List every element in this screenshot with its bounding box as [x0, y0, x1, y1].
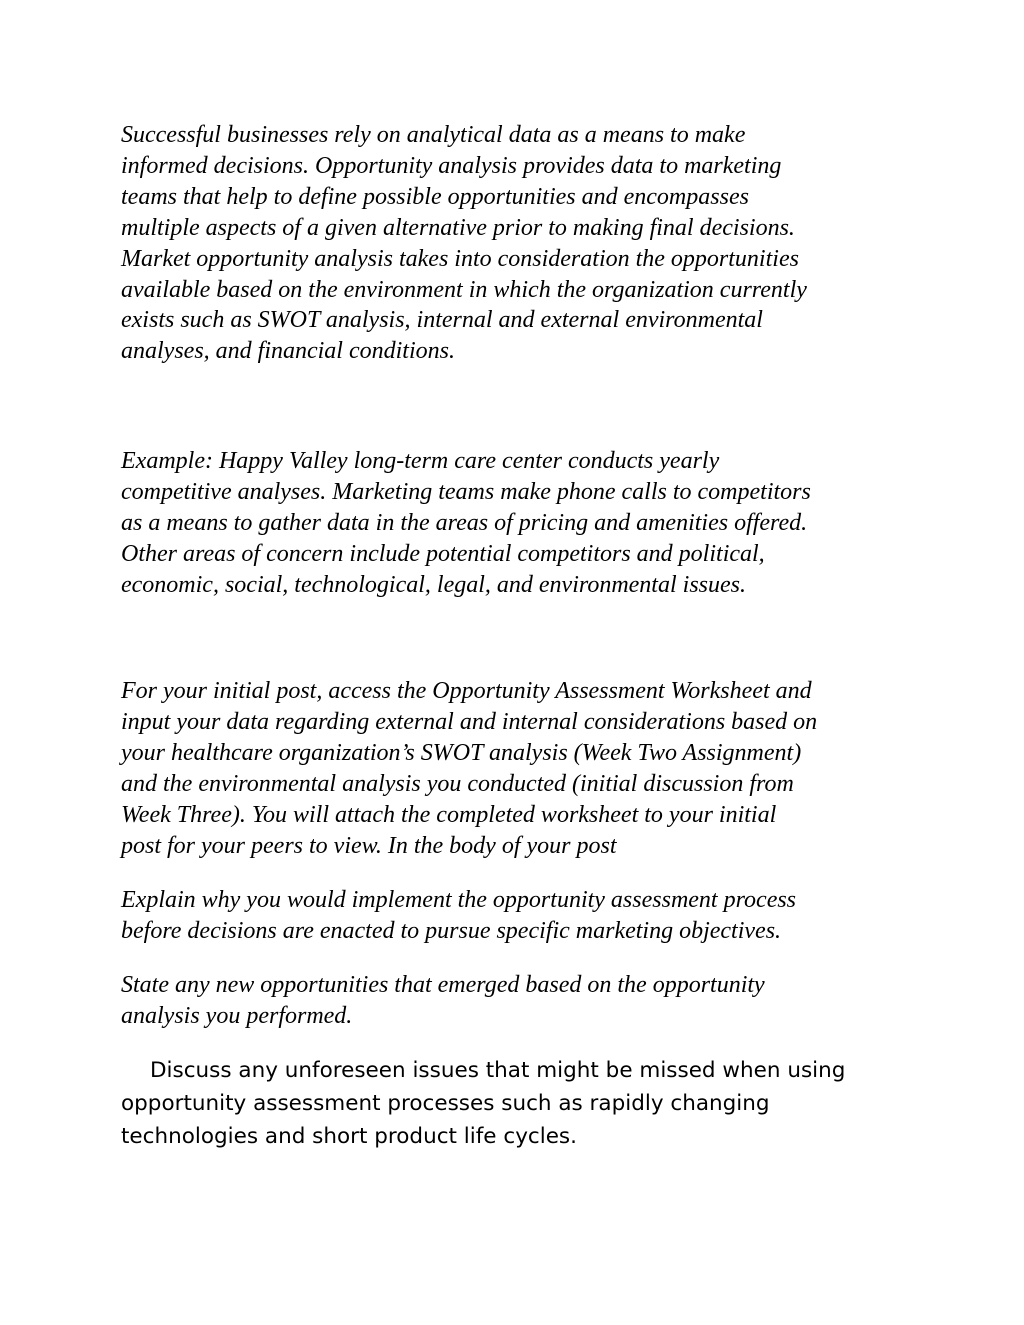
- explain-paragraph: [121, 885, 921, 947]
- text-line: opportunity assessment processes such as rapidly changing: [121, 1091, 770, 1116]
- text-line: before decisions are enacted to pursue specific marketing objectives.: [121, 917, 782, 944]
- text-line: Week Three). You will attach the completed worksheet to your initial: [121, 801, 777, 828]
- text-line: teams that help to define possible opportunities and encompasses: [121, 183, 749, 210]
- text-line: input your data regarding external and internal considerations based on: [121, 708, 818, 735]
- text-line: Market opportunity analysis takes into consideration the opportunities: [121, 245, 799, 272]
- text-line: Successful businesses rely on analytical data as a means to make: [121, 122, 746, 148]
- text-line: competitive analyses. Marketing teams make phone calls to competitors: [121, 478, 811, 505]
- text-line: exists such as SWOT analysis, internal and external environmental: [121, 307, 763, 334]
- text-line: as a means to gather data in the areas of pricing and amenities offered.: [121, 509, 808, 536]
- text-line: Example: Happy Valley long-term care center conducts yearly: [121, 448, 720, 474]
- text-line: your healthcare organization’s SWOT analysis (Week Two Assignment): [121, 739, 802, 766]
- text-line: Discuss any unforeseen issues that might be missed when using: [150, 1058, 846, 1083]
- discuss-paragraph: [121, 1054, 921, 1153]
- text-line: Other areas of concern include potential competitors and political,: [121, 540, 765, 567]
- text-line: informed decisions. Opportunity analysis provides data to marketing: [121, 152, 782, 179]
- text-line: For your initial post, access the Opportunity Assessment Worksheet and: [121, 678, 812, 704]
- text-line: multiple aspects of a given alternative prior to making final decisions.: [121, 214, 795, 241]
- state-paragraph: [121, 970, 921, 1032]
- instructions-paragraph: [121, 676, 921, 861]
- text-line: analysis you performed.: [121, 1002, 353, 1029]
- text-line: Explain why you would implement the opportunity assessment process: [121, 887, 797, 913]
- intro-paragraph: [121, 120, 921, 367]
- text-line: post for your peers to view. In the body of your post: [121, 832, 617, 859]
- text-line: analyses, and financial conditions.: [121, 338, 455, 365]
- text-line: economic, social, technological, legal, and environmental issues.: [121, 571, 746, 598]
- example-paragraph: [121, 446, 921, 601]
- text-line: technologies and short product life cycles.: [121, 1124, 577, 1149]
- text-line: State any new opportunities that emerged based on the opportunity: [121, 972, 765, 998]
- text-line: available based on the environment in which the organization currently: [121, 276, 807, 303]
- text-line: and the environmental analysis you conducted (initial discussion from: [121, 770, 794, 797]
